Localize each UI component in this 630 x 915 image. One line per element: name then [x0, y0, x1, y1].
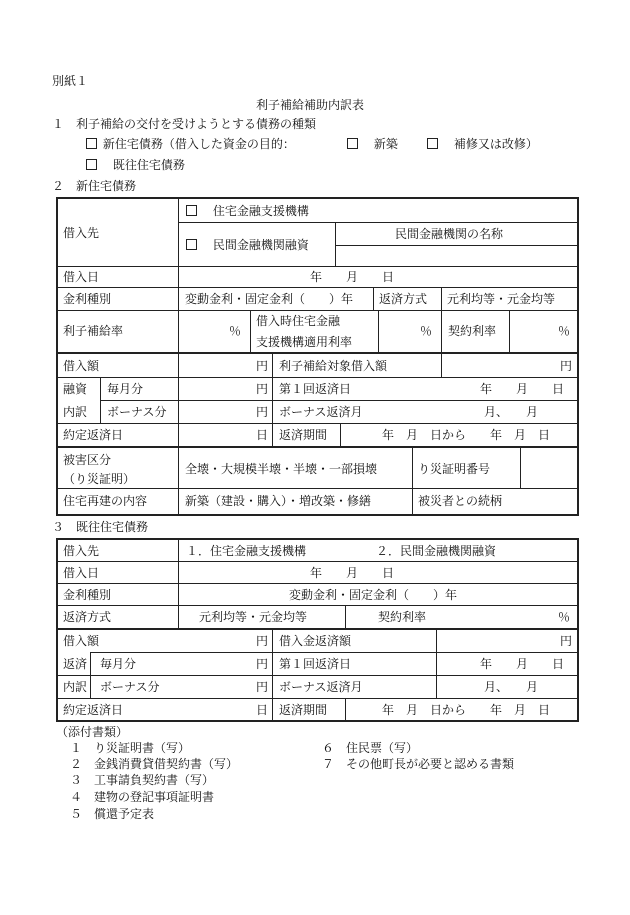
document-title: 利子補給補助内訳表 — [256, 98, 365, 112]
existing-debt-row — [86, 158, 185, 172]
jhf-rate-label-1: 借入時住宅金融 — [256, 314, 341, 328]
contract-rate-label: 契約利率 — [448, 324, 497, 338]
new-build-option — [347, 137, 398, 151]
repay-method-value[interactable]: 元利均等・元金均等 — [447, 292, 556, 306]
s3-repay-period-label: 返済期間 — [279, 703, 328, 717]
private-checkbox[interactable] — [186, 239, 197, 250]
borrow-date-label: 借入日 — [63, 270, 100, 284]
attachment-item: ６ 住民票（写） — [322, 741, 419, 755]
attachment-item: ４ 建物の登記事項証明書 — [70, 790, 215, 804]
jhf-checkbox[interactable] — [186, 205, 197, 216]
rebuild-label: 住宅再建の内容 — [63, 494, 148, 508]
subsidy-target-label: 利子補給対象借入額 — [279, 359, 388, 373]
borrow-date-value[interactable]: 年 月 日 — [310, 270, 395, 284]
s3-bonus-yen[interactable]: 円 — [256, 680, 269, 694]
repair-option — [427, 137, 538, 151]
damage-label-1: 被害区分 — [63, 453, 112, 467]
damage-label-2: （り災証明） — [63, 472, 136, 486]
s3-repay-method-label: 返済方式 — [63, 610, 112, 624]
repair-checkbox[interactable] — [427, 138, 438, 149]
s3-agreed-day-unit[interactable]: 日 — [256, 703, 269, 717]
s3-repay-method-value[interactable]: 元利均等・元金均等 — [199, 610, 308, 624]
s3-lender-opt2[interactable]: ２．民間金融機関融資 — [376, 544, 497, 558]
rate-type-value[interactable]: 変動金利・固定金利（ ）年 — [185, 292, 354, 306]
s3-borrow-date-label: 借入日 — [63, 566, 100, 580]
s3-lender-label: 借入先 — [63, 544, 100, 558]
s3-first-repay-value[interactable]: 年 月 日 — [480, 657, 565, 671]
s3-bonus-month-value[interactable]: 月、 月 — [484, 680, 539, 694]
lender-label: 借入先 — [63, 226, 100, 240]
breakdown-label-2: 内訳 — [63, 405, 88, 419]
agreed-day-unit[interactable]: 日 — [256, 428, 269, 442]
s3-lender-opt1[interactable]: １．住宅金融支援機構 — [186, 544, 307, 558]
loan-amount-yen[interactable]: 円 — [256, 359, 269, 373]
jhf-rate-label-2: 支援機構適用利率 — [256, 335, 353, 349]
s3-contract-rate-pct[interactable]: ％ — [558, 610, 571, 624]
loan-amount-label: 借入額 — [63, 359, 100, 373]
monthly-label: 毎月分 — [107, 382, 144, 396]
s3-breakdown-label-1: 返済 — [63, 657, 88, 671]
rate-type-label: 金利種別 — [63, 292, 112, 306]
s3-loan-amount-label: 借入額 — [63, 634, 100, 648]
private-label: 民間金融機関融資 — [212, 238, 309, 252]
repair-label: 補修又は改修） — [453, 137, 538, 151]
attachment-item: ７ その他町長が必要と認める書類 — [322, 757, 515, 771]
attachment-item: ２ 金銭消費貸借契約書（写） — [70, 757, 239, 771]
breakdown-label-1: 融資 — [63, 382, 88, 396]
rebuild-value[interactable]: 新築（建設・購入）・増改築・修繕 — [185, 494, 372, 508]
cert-no-label: り災証明番号 — [418, 462, 491, 476]
attachment-item: ５ 償還予定表 — [70, 807, 155, 821]
existing-debt-checkbox[interactable] — [86, 159, 97, 170]
subsidy-rate-label: 利子補給率 — [63, 324, 124, 338]
new-debt-row — [86, 137, 295, 151]
s3-bonus-label: ボーナス分 — [100, 680, 160, 694]
s3-monthly-yen[interactable]: 円 — [256, 657, 269, 671]
contract-rate-pct[interactable]: ％ — [558, 324, 571, 338]
s3-borrow-date-value[interactable]: 年 月 日 — [310, 566, 395, 580]
annex-label: 別紙１ — [52, 74, 89, 88]
lender-opt-private — [186, 238, 309, 252]
new-build-checkbox[interactable] — [347, 138, 358, 149]
section3-heading: ３ 既往住宅債務 — [52, 520, 149, 534]
first-repay-label: 第１回返済日 — [279, 382, 352, 396]
repay-period-value[interactable]: 年 月 日から 年 月 日 — [382, 428, 551, 442]
s3-repay-period-value[interactable]: 年 月 日から 年 月 日 — [382, 703, 551, 717]
s3-balance-label: 借入金返済額 — [279, 634, 352, 648]
bonus-month-label: ボーナス返済月 — [279, 405, 363, 419]
jhf-rate-pct[interactable]: ％ — [420, 324, 433, 338]
relation-label: 被災者との続柄 — [418, 494, 503, 508]
bonus-label: ボーナス分 — [107, 405, 167, 419]
attachment-item: １ り災証明書（写） — [70, 741, 191, 755]
bonus-month-value[interactable]: 月、 月 — [484, 405, 539, 419]
s3-bonus-month-label: ボーナス返済月 — [279, 680, 363, 694]
monthly-yen[interactable]: 円 — [256, 382, 269, 396]
s3-rate-type-value[interactable]: 変動金利・固定金利（ ）年 — [289, 588, 458, 602]
new-debt-label: 新住宅債務（借入した資金の目的： — [102, 137, 295, 151]
s3-contract-rate-label: 契約利率 — [378, 610, 427, 624]
jhf-label: 住宅金融支援機構 — [212, 204, 309, 218]
subsidy-target-yen[interactable]: 円 — [560, 359, 573, 373]
subsidy-rate-pct[interactable]: ％ — [229, 324, 242, 338]
s3-loan-amount-yen[interactable]: 円 — [256, 634, 269, 648]
section1-heading: １ 利子補給の交付を受けようとする債務の種類 — [52, 117, 317, 131]
first-repay-value[interactable]: 年 月 日 — [480, 382, 565, 396]
s3-rate-type-label: 金利種別 — [63, 588, 112, 602]
new-build-label: 新築 — [373, 137, 398, 151]
private-name-label: 民間金融機関の名称 — [395, 227, 504, 241]
s3-agreed-day-label: 約定返済日 — [63, 703, 124, 717]
new-debt-checkbox[interactable] — [86, 138, 97, 149]
repay-method-label: 返済方式 — [379, 292, 428, 306]
section2-heading: ２ 新住宅債務 — [52, 179, 137, 193]
s3-balance-yen[interactable]: 円 — [560, 634, 573, 648]
lender-opt-jhf — [186, 204, 309, 218]
repay-period-label: 返済期間 — [279, 428, 328, 442]
s3-breakdown-label-2: 内訳 — [63, 680, 88, 694]
attachments-heading: （添付書類） — [56, 725, 129, 739]
existing-debt-label: 既往住宅債務 — [112, 158, 185, 172]
agreed-day-label: 約定返済日 — [63, 428, 124, 442]
s3-first-repay-label: 第１回返済日 — [279, 657, 352, 671]
attachment-item: ３ 工事請負契約書（写） — [70, 773, 215, 787]
bonus-yen[interactable]: 円 — [256, 405, 269, 419]
s3-monthly-label: 毎月分 — [100, 657, 137, 671]
damage-value[interactable]: 全壊・大規模半壊・半壊・一部損壊 — [185, 462, 378, 476]
